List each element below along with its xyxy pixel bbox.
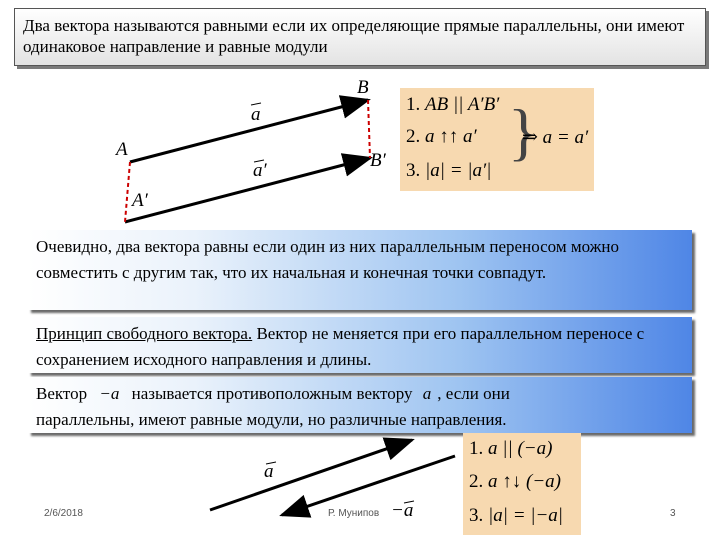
- lower-vector-neg-a-label: −a: [391, 500, 414, 521]
- brace-icon: }: [508, 96, 539, 167]
- obvious-text: Очевидно, два вектора равны если один из них параллельным переносом можно совместить с другим так, что их начальная и конечная точки совпадут.: [36, 237, 620, 282]
- title-text: Два вектора называются равными если их определяющие прямые параллельны, они имеют одинаковое направление и равные модули: [23, 16, 685, 56]
- cond3-text: |a| = |a′|: [425, 160, 492, 181]
- opposite-vector-note: [28, 377, 692, 433]
- equality-conditions-box: [400, 88, 594, 191]
- cond1-num: 1.: [406, 94, 421, 115]
- cond2-1-num: 1.: [469, 438, 484, 459]
- principle-text: Вектор не меняется при его параллельном переносе с сохранением исходного направления и длины.: [36, 324, 645, 369]
- cond2-2-num: 2.: [469, 471, 484, 492]
- point-b-prime-label: B′: [370, 150, 386, 171]
- footer-page-number: 3: [670, 508, 676, 519]
- opposite-text2: , если они: [437, 384, 510, 403]
- vector-a-line: [130, 100, 368, 162]
- vector-a-label: a: [251, 104, 261, 125]
- footer-author: Р. Мунипов: [328, 508, 380, 519]
- footer-date: 2/6/2018: [44, 508, 83, 519]
- cond1-text: AB || A′B′: [425, 94, 500, 115]
- opposite-neg-a: −a: [99, 384, 120, 403]
- vector-a-prime-label: a′: [253, 160, 267, 181]
- point-a-label: A: [116, 139, 128, 160]
- opposite-text3: параллельны, имеют равные модули, но различные направления.: [36, 410, 507, 429]
- vector-a-lower-line: [210, 440, 412, 510]
- principle-note: [28, 317, 692, 373]
- dashed-aa-prime: [125, 162, 130, 222]
- opposite-word-vector: Вектор: [36, 384, 88, 403]
- cond2-text: a ↑↑ a′: [425, 126, 477, 147]
- principle-heading: Принцип свободного вектора.: [36, 324, 253, 343]
- lower-vector-a-label: a: [264, 461, 274, 482]
- cond2-1-text: a || (−a): [488, 438, 553, 459]
- vector-neg-a-lower-line: [282, 456, 455, 515]
- opposite-conditions-box: [463, 433, 581, 535]
- cond2-num: 2.: [406, 126, 421, 147]
- obvious-note: [28, 230, 692, 310]
- cond2-2-text: a ↑↓ (−a): [488, 471, 561, 492]
- cond2-3-text: |a| = |−a|: [488, 505, 564, 526]
- opposite-text1: называется противоположным вектору: [131, 384, 413, 403]
- opposite-a: a: [422, 384, 432, 403]
- cond3-num: 3.: [406, 160, 421, 181]
- conclusion-text: ⇒ a = a′: [522, 127, 589, 148]
- point-b-label: B: [357, 77, 369, 98]
- point-a-prime-label: A′: [132, 190, 148, 211]
- vector-a-prime-line: [125, 158, 370, 222]
- cond2-3-num: 3.: [469, 505, 484, 526]
